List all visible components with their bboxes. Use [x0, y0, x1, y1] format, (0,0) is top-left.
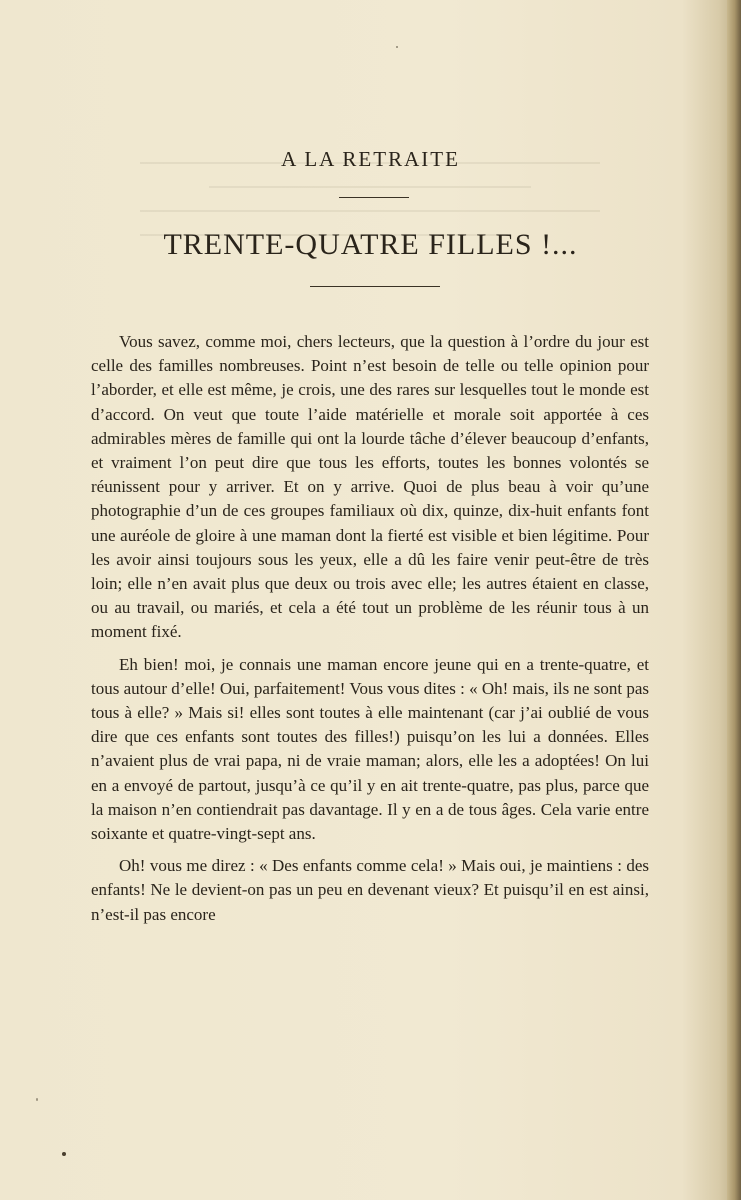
- paper-speck: [62, 1152, 66, 1156]
- divider-rule-bottom: [310, 286, 440, 287]
- divider-rule-top: [339, 197, 409, 198]
- running-head: A LA RETRAITE: [281, 147, 460, 171]
- paper-speck: [396, 46, 398, 48]
- paper-speck: [36, 1098, 38, 1101]
- chapter-title: TRENTE-QUATRE FILLES !...: [163, 228, 578, 261]
- page-edge: [727, 0, 741, 1200]
- paragraph-1: Vous savez, comme moi, chers lecteurs, que la question à l’ordre du jour est celle des familles nombreuses. Point n’est besoin de telle ou telle opinion pour l’aborder, et elle est même, je crois, une des rares sur lesquelles tout le monde est d’accord. On veut que toute l’aide matérielle et morale soit apportée à ces admirables mères de famille qui ont la lourde tâche d’élever beaucoup d’enfants, et vraiment l’on peut dire que tous les efforts, toutes les bonnes volontés se réunissent pour y arriver. Et on y arrive. Quoi de plus beau à voir qu’une photographie d’un de ces groupes familiaux où dix, quinze, dix-huit enfants font une auréole de gloire à une maman dont la fierté est visible et bien légitime. Pour les avoir ainsi toujours sous les yeux, elle a dû les faire venir peut-être de très loin; elle n’en avait plus que deux ou trois avec elle; les autres étaient en classe, ou au travail, ou mariés, et cela a été tout un problème de les réunir tous à un moment fixé.: [91, 332, 649, 642]
- paragraph-2: Eh bien! moi, je connais une maman encore jeune qui en a trente-quatre, et tous autour d’elle! Oui, parfaitement! Vous vous dites : « Oh! mais, ils ne sont pas tous à elle? » Mais si! elles sont toutes à elle maintenant (car j’ai oublié de vous dire que ces enfants sont toutes des filles!) puisqu’on les lui a données. Elles n’avaient plus de vrai papa, ni de vraie maman; alors, elle les a adoptées! On lui en a envoyé de partout, jusqu’à ce qu’il y en ait trente-quatre, pas plus, parce que la maison n’en contiendrait pas davantage. Il y en a de tous âges. Cela varie entre soixante et quatre-vingt-sept ans.: [91, 654, 649, 844]
- body-text: [91, 330, 649, 927]
- paragraph-3: Oh! vous me direz : « Des enfants comme cela! » Mais oui, je maintiens : des enfants! Ne le devient-on pas un peu en devenant vieux? Et puisqu’il en est ainsi, n’est-il pas encore: [91, 856, 649, 924]
